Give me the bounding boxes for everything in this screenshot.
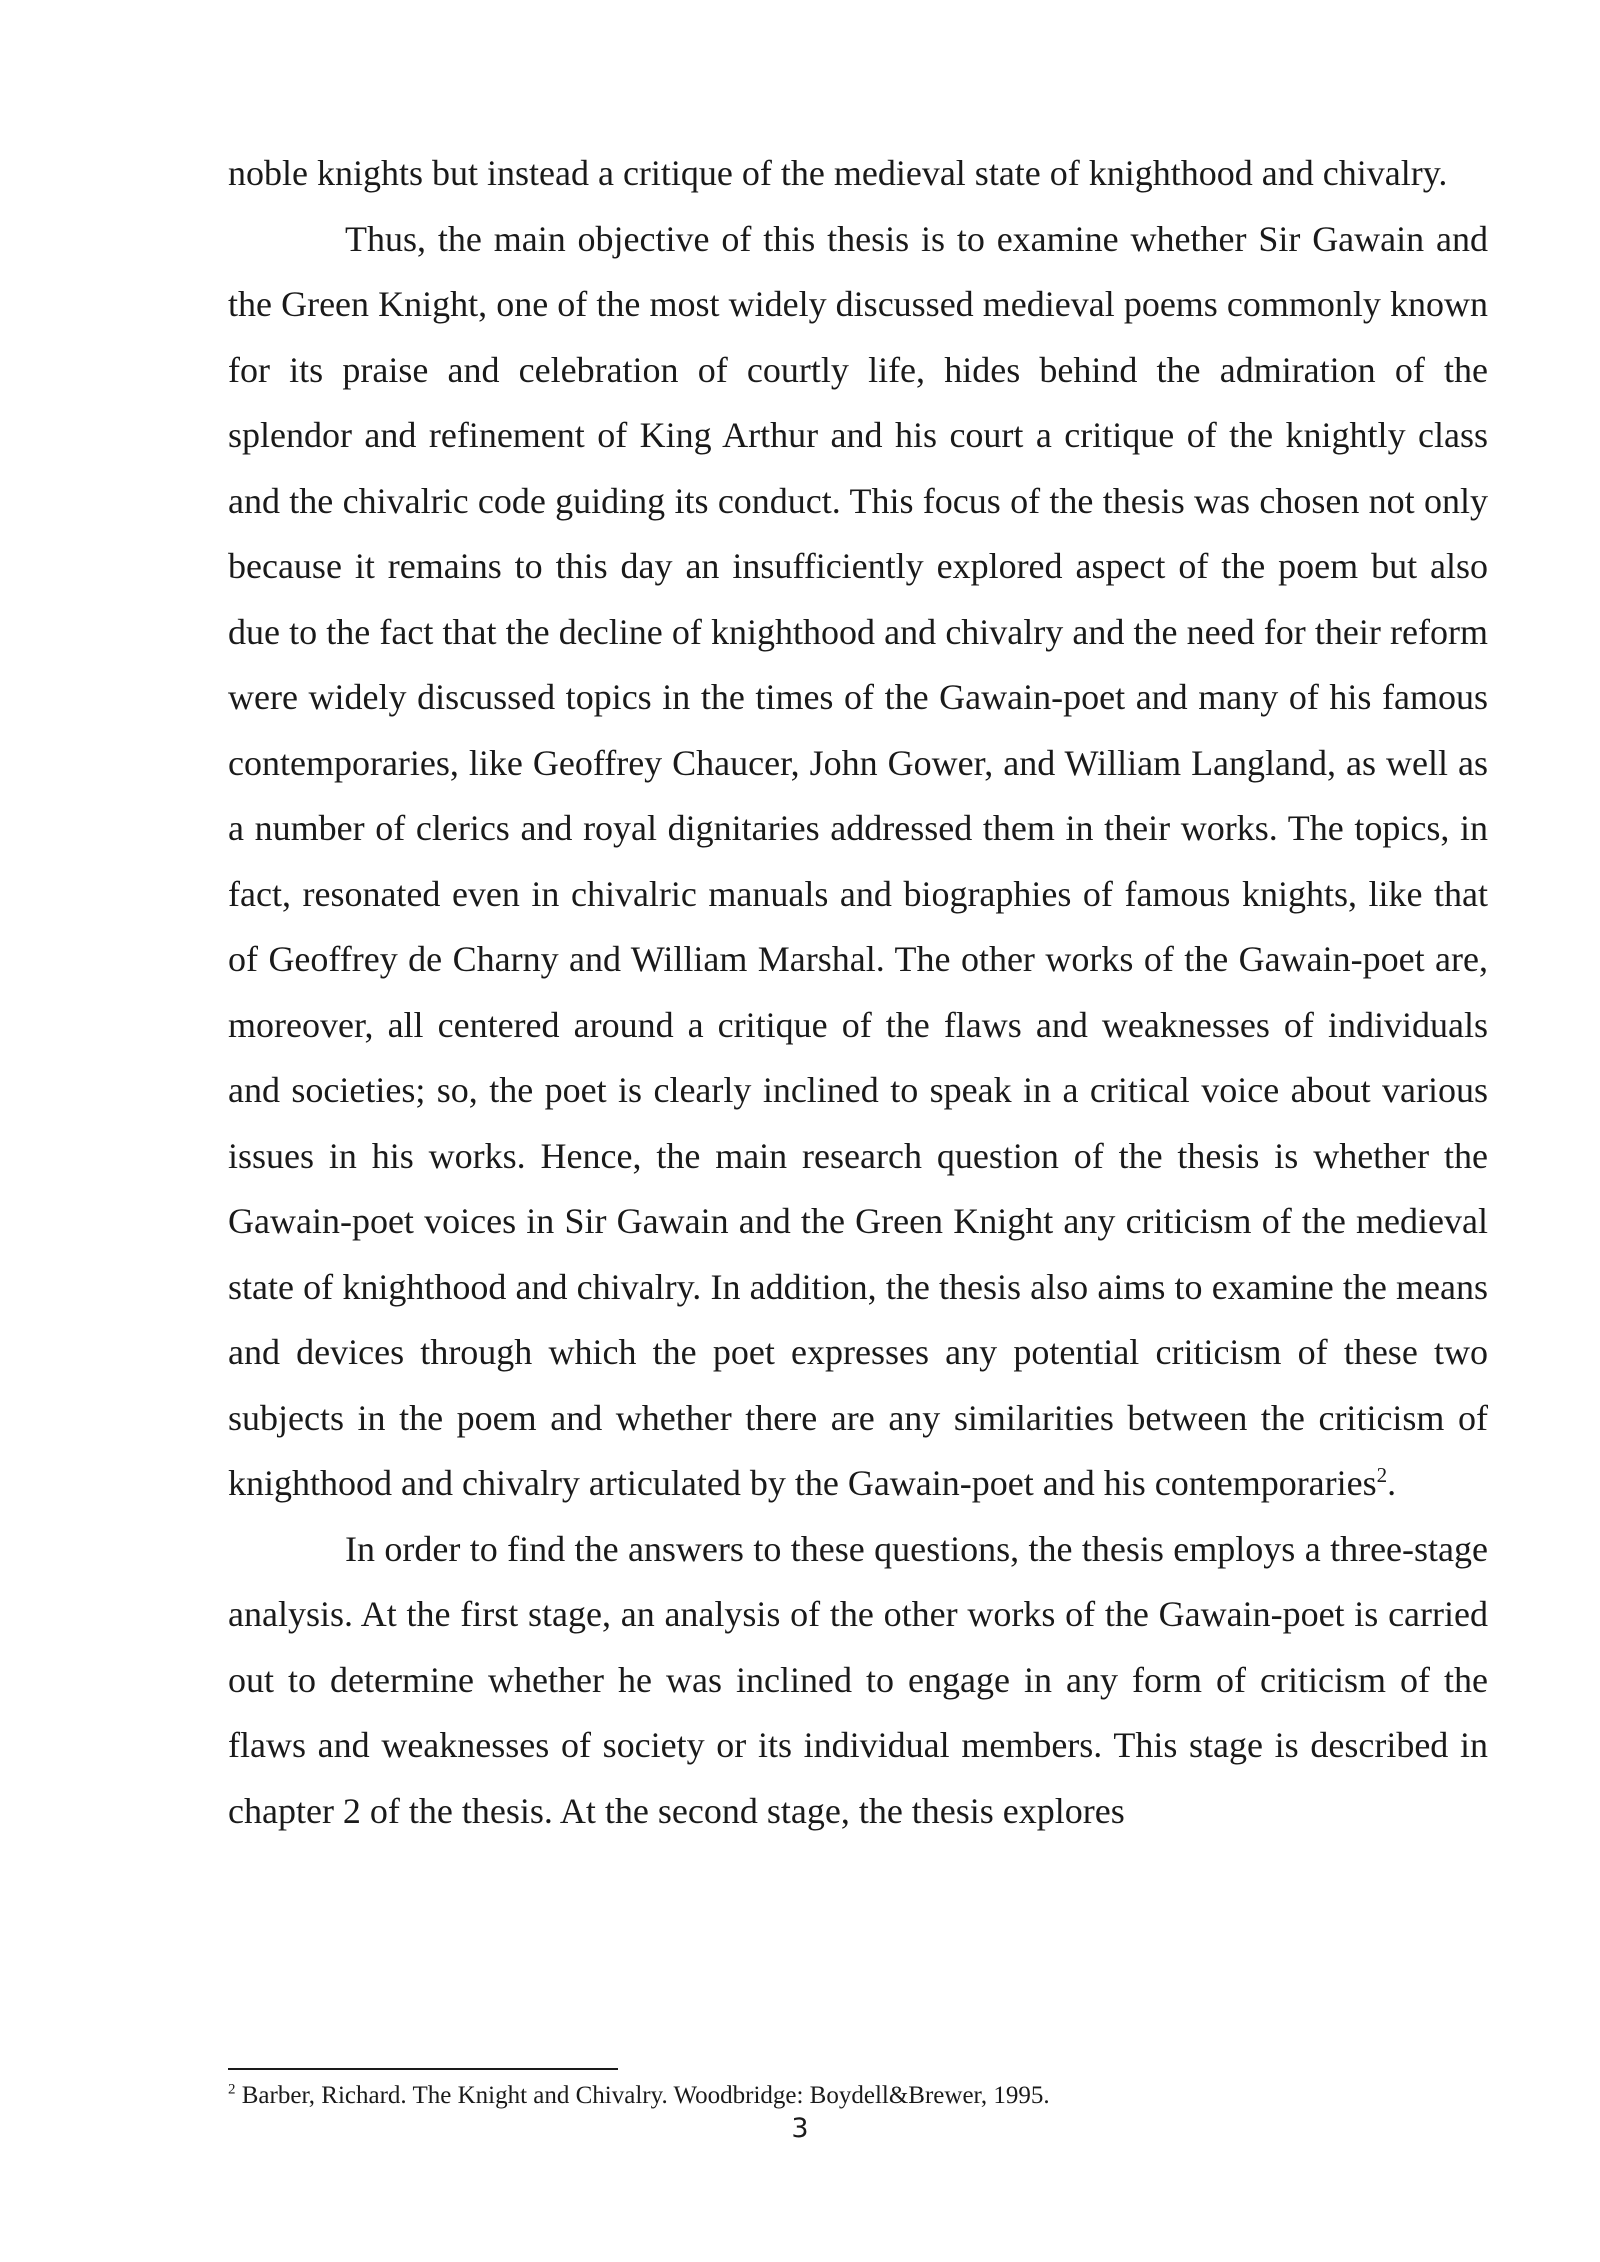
paragraph-text: Thus, the main objective of this thesis is to examine whether Sir Gawain and the Green Knight, one of the most widely discussed medieval poems commonly known for its praise and celebration of courtly life, hides behind the admiration of the splendor and refinement of King Arthur and his court a critique of the knightly class and the chivalric code guiding its conduct. This focus of the thesis was chosen not only because it remains to this day an insufficiently explored aspect of the poem but also due to the fact that the decline of knighthood and chivalry and the need for their reform were widely discussed topics in the times of the Gawain-poet and many of his famous contemporaries, like Geoffrey Chaucer, John Gower, and William Langland, as well as a number of clerics and royal dignitaries addressed them in their works. The topics, in fact, resonated even in chivalric manuals and biographies of famous knights, like that of Geoffrey de Charny and William Marshal. The other works of the Gawain-poet are, moreover, all centered around a critique of the flaws and weaknesses of individuals and societies; so, the poet is clearly inclined to speak in a critical voice about various issues in his works. Hence, the main research question of the thesis is whether the Gawain-poet voices in Sir Gawain and the Green Knight any criticism of the medieval state of knighthood and chivalry. In addition, the thesis also aims to examine the means and devices through which the poet expresses any potential criticism of these two subjects in the poem and whether there are any similarities between the criticism of knighthood and chivalry articulated by the Gawain-poet and his contemporaries [228,218,1488,1503]
paragraph-tail: . [1387,1463,1397,1503]
footnote-separator [228,2068,618,2070]
footnote-number: 2 [228,2081,236,2098]
body-text [228,141,1488,1844]
paragraph-continuation [228,141,1488,207]
footnote [228,2080,1488,2112]
paragraph-objective [228,207,1488,1517]
paragraph-text: In order to find the answers to these questions, the thesis employs a three-stage analysis. At the first stage, an analysis of the other works of the Gawain-poet is carried out to determine whether he was inclined to engage in any form of criticism of the flaws and weaknesses of society or its individual members. This stage is described in chapter 2 of the thesis. At the second stage, the thesis explores [228,1528,1488,1831]
paragraph-text: noble knights but instead a critique of the medieval state of knighthood and chivalry. [228,153,1448,193]
footnote-text: Barber, Richard. The Knight and Chivalry. Woodbridge: Boydell&Brewer, 1995. [235,2082,1050,2109]
page-number: 3 [791,2113,809,2144]
footnote-reference[interactable]: 2 [1376,1463,1388,1487]
paragraph-method [228,1517,1488,1845]
